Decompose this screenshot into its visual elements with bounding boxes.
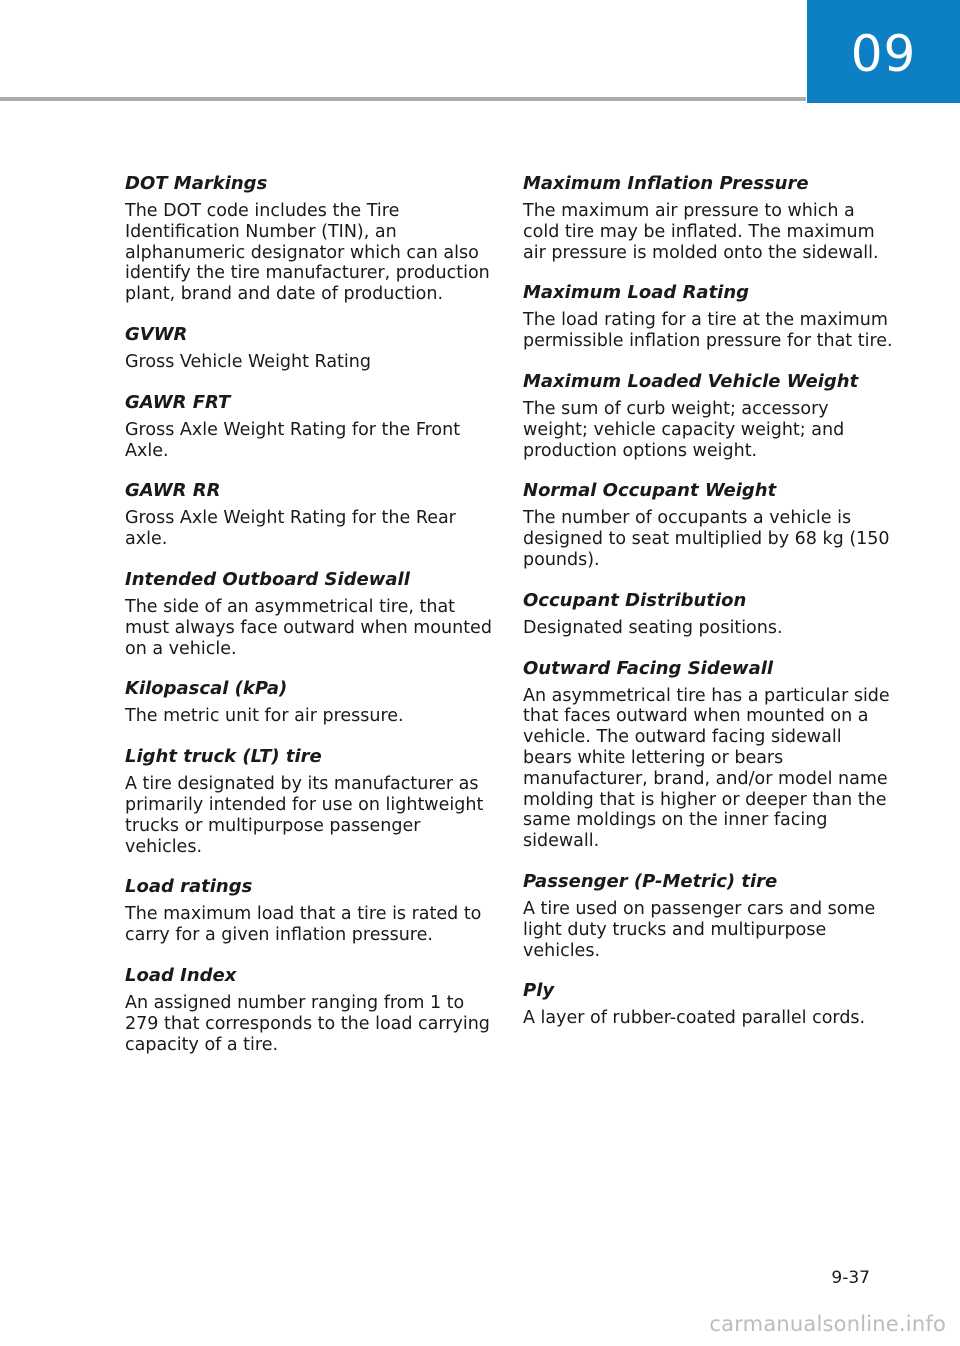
glossary-entry-dot-markings — [125, 171, 495, 305]
glossary-term: Load ratings — [125, 876, 253, 898]
glossary-definition: The side of an asymmetrical tire, that must always face outward when mounted on a vehicle. — [125, 596, 492, 659]
glossary-definition: The DOT code includes the Tire Identification Number (TIN), an alphanumeric designator which can also identify the tire manufacturer, production plant, brand and date of production. — [125, 201, 490, 305]
glossary-term: Normal Occupant Weight — [523, 480, 777, 502]
glossary-term: Maximum Loaded Vehicle Weight — [523, 370, 859, 392]
glossary-entry-maximum-loaded-vehicle-weight — [523, 369, 893, 461]
glossary-definition: An assigned number ranging from 1 to 279 that corresponds to the load carrying capacity of a tire. — [125, 992, 490, 1055]
glossary-definition: An asymmetrical tire has a particular side that faces outward when mounted on a vehicle. The outward facing sidewall bears white lettering or bears manufacturer, brand, and/or model name molding that is higher or deeper than the same moldings on the inner facing sidewall. — [523, 685, 890, 852]
glossary-definition: Gross Vehicle Weight Rating — [125, 351, 371, 372]
glossary-definition: A layer of rubber-coated parallel cords. — [523, 1008, 866, 1029]
glossary-definition: The maximum air pressure to which a cold tire may be inflated. The maximum air pressure is molded onto the sidewall. — [523, 201, 879, 263]
glossary-term: Ply — [523, 980, 555, 1002]
glossary-term: Occupant Distribution — [523, 589, 747, 611]
glossary-term: Maximum Load Rating — [523, 282, 750, 304]
glossary-term: Light truck (LT) tire — [125, 746, 322, 768]
glossary-entry-light-truck-tire — [125, 744, 495, 857]
glossary-entry-gvwr — [125, 322, 495, 373]
watermark: carmanualsonline.info — [709, 1312, 946, 1336]
glossary-entry-passenger-tire — [523, 869, 893, 961]
glossary-definition: The maximum load that a tire is rated to carry for a given inflation pressure. — [125, 904, 482, 946]
glossary-entry-normal-occupant-weight — [523, 478, 893, 570]
glossary-definition: Gross Axle Weight Rating for the Rear axle. — [125, 508, 456, 550]
glossary-definition: Designated seating positions. — [523, 617, 783, 638]
glossary-entry-outward-facing-sidewall — [523, 656, 893, 852]
glossary-term: Intended Outboard Sidewall — [125, 568, 410, 590]
glossary-definition: A tire designated by its manufacturer as primarily intended for use on lightweight trucks or multipurpose passenger vehicles. — [125, 774, 484, 857]
glossary-definition: Gross Axle Weight Rating for the Front Axle. — [125, 419, 461, 461]
glossary-definition: The load rating for a tire at the maximum permissible inflation pressure for that tire. — [523, 310, 893, 352]
page-number: 9-37 — [831, 1268, 870, 1288]
glossary-definition: The number of occupants a vehicle is designed to seat multiplied by 68 kg (150 pounds). — [523, 508, 890, 570]
glossary-entry-maximum-load-rating — [523, 280, 893, 352]
right-column — [523, 171, 893, 1046]
glossary-term: GVWR — [125, 323, 188, 345]
glossary-term: DOT Markings — [125, 173, 268, 194]
glossary-entry-occupant-distribution — [523, 588, 893, 639]
glossary-entry-kilopascal — [125, 676, 495, 727]
glossary-entry-maximum-inflation-pressure — [523, 171, 893, 263]
chapter-number: 09 — [850, 24, 917, 83]
glossary-entry-gawr-rr — [125, 478, 495, 550]
glossary-entry-ply — [523, 978, 893, 1029]
glossary-entry-load-ratings — [125, 874, 495, 946]
glossary-term: GAWR FRT — [125, 391, 231, 413]
glossary-term: Passenger (P-Metric) tire — [523, 870, 778, 892]
glossary-term: Load Index — [125, 964, 237, 986]
glossary-term: Maximum Inflation Pressure — [523, 173, 809, 194]
header-rule — [0, 97, 806, 101]
glossary-entry-gawr-frt — [125, 390, 495, 462]
glossary-definition: A tire used on passenger cars and some light duty trucks and multipurpose vehicles. — [523, 898, 876, 961]
glossary-definition: The metric unit for air pressure. — [125, 706, 404, 727]
chapter-tab — [807, 0, 960, 103]
glossary-entry-intended-outboard-sidewall — [125, 567, 495, 659]
left-column — [125, 171, 495, 1072]
glossary-term: Kilopascal (kPa) — [125, 678, 288, 700]
glossary-definition: The sum of curb weight; accessory weight; vehicle capacity weight; and production options weight. — [523, 398, 845, 461]
glossary-term: GAWR RR — [125, 480, 221, 502]
glossary-entry-load-index — [125, 963, 495, 1055]
glossary-term: Outward Facing Sidewall — [523, 657, 774, 679]
